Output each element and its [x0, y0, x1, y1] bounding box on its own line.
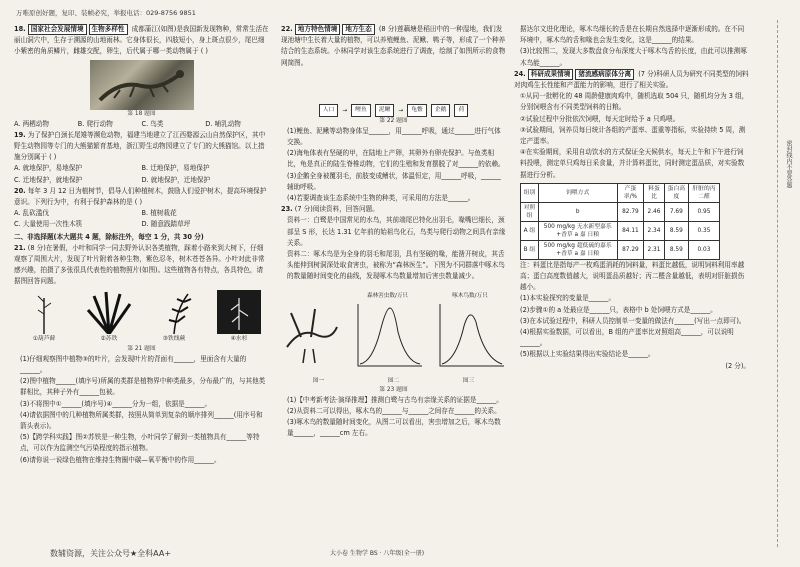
plant-2	[83, 288, 135, 345]
q24-points: (2 分)。	[725, 361, 750, 370]
q23-material-2: 资料二：啄木鸟是为全身的羽毛和尾羽，具有坚硬的喙，能凿开树皮，其舌头能伸到树洞深处取食害虫，被称为“森林医生”。下图为不同群落中啄木鸟的数量随时间变化的曲线，发现啄木鸟数量增加后害虫数量减少。	[287, 250, 505, 281]
column-1	[14, 24, 269, 466]
plant-1	[18, 288, 70, 345]
q24-sub-5: (5)根据以上实验结果得出实验结论是______。	[520, 350, 655, 359]
table-header: 蛋白高度	[664, 183, 688, 202]
q21-caption: 第 21 题图	[127, 345, 156, 352]
table-row	[521, 240, 720, 259]
q18-option-d[interactable]: D. 哺乳动物	[205, 119, 241, 128]
table-cell: 对照组	[521, 202, 539, 221]
q23-sub-2: (2)从资料二可以得出，啄木鸟的______与______之间存在______的关系。	[287, 406, 501, 415]
fern-icon	[148, 288, 200, 334]
q18-number: 18.	[14, 25, 26, 33]
q18-option-a[interactable]: A. 两栖动物	[14, 119, 49, 128]
q18-option-b[interactable]: B. 爬行动物	[77, 119, 113, 128]
q24-tag: 科研成果情境	[528, 69, 574, 80]
q24-note: 注：料蛋比是指每产一枚鸡蛋消耗的饲料量，料蛋比越低，说明饲料利用率越高；蛋白高度数值越大，说明蛋品质越好；丙二醛含量越低，表明对肝脏损伤越小。	[520, 260, 745, 292]
table-cell: 2.46	[644, 202, 665, 221]
q23-sub-1: (1)【中考新考法·演绎推理】推测白鹭与古鸟有亲缘关系的证据是______。	[287, 395, 503, 404]
q18-text: 成都蒲江(如图)是我国新发现物种，常常生活在丽山洞穴中，生存于溯源的山地雨林。它身体很长，四肢短小，身上斑点很少，尾巴细小紫密的角质鳞片，雌雄交配，卵生，后代属于哪一类动物属于	[14, 25, 269, 56]
q19-option-b[interactable]: B. 迁地保护，易地保护	[141, 164, 210, 173]
plant-3	[148, 288, 200, 345]
cycad-icon	[83, 288, 135, 334]
table-cell: 8.59	[664, 240, 688, 259]
q19-options	[14, 163, 269, 185]
question-24	[514, 69, 750, 91]
dawn-redwood-icon	[213, 288, 265, 334]
header-text: 万唯原创好题，复印、装帧必究，举报电话：029-8756 9851	[16, 9, 196, 17]
q20-option-a[interactable]: A. 乱砍滥伐	[14, 209, 49, 218]
q18-caption: 第 18 题图	[127, 110, 156, 117]
table-cell: 84.11	[617, 221, 644, 240]
table-cell: 2.31	[644, 240, 665, 259]
footer-center: 大小卷 生物学 BS · 八年级(全一册)	[330, 550, 425, 557]
footer-left: 数辅资源，关注公众号★全科AA+	[50, 549, 172, 558]
q19-number: 19.	[14, 130, 26, 139]
q21-sub-1: (1)仔细观察图中植物③的叶片，会发现叶片的背面有______，里面含有大量的______。	[20, 354, 247, 375]
q23-figures	[281, 285, 506, 377]
q19-answer-slot: ( )	[49, 153, 57, 162]
q22-sub-3: (3)企鹅全身被覆羽毛，前肢变成鳍状，体温恒定，用______呼吸，______辅助呼吸。	[287, 171, 501, 191]
question-23	[281, 204, 506, 215]
q22-tag2: 地方生态	[342, 24, 374, 35]
fig-label-1: 图一	[312, 377, 325, 384]
table-cell: 0.95	[688, 202, 719, 221]
q24-step-1: ①从同一批孵化的 48 周龄健康肉鸡中，随机选取 504 只，随机均分为 3 组，分别饲喂含有不同类型饲料的日粮。	[520, 92, 749, 112]
question-18	[14, 24, 269, 58]
fig-label-2: 图二	[387, 377, 400, 384]
q19-option-a[interactable]: A. 就地保护，易地保护	[14, 164, 82, 173]
table-cell: 82.79	[617, 202, 644, 221]
table-header: 组别	[521, 183, 539, 202]
chart-1-title: 森林害虫数/万只	[366, 293, 409, 300]
q20-answer-slot: ( )	[134, 198, 143, 207]
lizard-photo	[90, 60, 194, 110]
q24-tag2: 猪流感病原体分离	[575, 69, 634, 80]
q24-sub-3: (3)在本试验过程中，科研人员控制单一变量的做法有______(写出一点即可)。	[520, 316, 746, 325]
q19-text: 为了保护白颈长尾雉等濒危动物，福建当地建立了江西婺源云山自然保护区，其中野生动物园等专门的大熊猫繁育基地，浙江野生动物园建立了专门的大熊猫馆。以上措施分别属于	[14, 130, 266, 162]
q22-sub-4: (4)若要调查该生态系统中生物的种类，可采用的方法是______。	[287, 194, 475, 203]
q22-food-web	[281, 69, 506, 117]
q22-sub-1: (1)鲤鱼、泥鳅等动物身体呈______，用______呼吸，通过______进行气体交换。	[287, 126, 501, 147]
question-21	[14, 243, 269, 288]
q23-continued: 据达尔文进化理论，啄木鸟细长的舌是在长期自然选择中逐渐形成的。在不同环境中，啄木鸟的舌和喙也会发生变化，这是______的结果。	[520, 25, 745, 45]
binding-line	[777, 20, 778, 547]
q22-caption: 第 22 题图	[379, 117, 408, 124]
q23-number: 23.	[281, 205, 293, 214]
table-row	[521, 221, 720, 240]
q21-sub-6: (6)请你说一说绿色植物在维持生物圈中碳—氧平衡中的作用______。	[20, 455, 221, 464]
table-cell: 8.59	[664, 221, 688, 240]
q18-option-c[interactable]: C. 鸟类	[141, 119, 164, 128]
table-cell: 7.69	[664, 202, 688, 221]
fig-label-3: 图三	[462, 377, 475, 384]
chart-2	[434, 291, 506, 376]
column-2	[281, 24, 506, 439]
chart-1	[352, 291, 424, 376]
food-web-node-1: 人口	[319, 104, 339, 117]
q21-text: (8 分)在暑假，小叶和同学一同去野外认识各类植物，踩着小路来到大树下，仔细观察了周围大片，发现了叶片附着各种生物，紫色忍冬，树木苍苍各异。小叶对此非常感兴趣，拍摄了多张很具代表性的植物照片(如图)。这些植物各有特点，各具特色，请据图回答问题。	[14, 243, 265, 286]
q24-data-table	[520, 183, 720, 260]
q20-number: 20.	[14, 186, 26, 195]
question-22	[281, 24, 506, 69]
food-web-node-3: 泥鳅	[375, 104, 395, 117]
table-cell: A 组	[521, 221, 539, 240]
column-3	[514, 24, 750, 372]
q24-text: (7 分)科研人员为研究不同类型的饲料对肉鸡生长性能和产蛋能力的影响，进行了相关实验。	[514, 69, 749, 90]
q22-tag: 地方特色情境	[295, 24, 341, 35]
arrow-icon: →	[342, 107, 348, 114]
q19-option-c[interactable]: C. 迁地保护，就地保护	[14, 175, 83, 184]
plant-2-label: ②苏铁	[100, 335, 118, 342]
food-web-node-4: 龟鳖	[407, 104, 427, 117]
chart-2-title: 啄木鸟数/万只	[452, 293, 488, 300]
q23-text: (7 分)阅读资料，回答问题。	[294, 205, 379, 214]
q23-figure-labels	[281, 377, 506, 386]
q18-tag: 国家社会发展情境	[28, 24, 87, 35]
table-header: 产蛋率/%	[617, 183, 644, 202]
q24-number: 24.	[514, 69, 526, 78]
q21-number: 21.	[14, 243, 26, 252]
q22-text: (8 分)莲藕塘是稻田中的一种湿地，我们发现池塘中生长着大量的植物，可以养殖鲤鱼、泥鳅、鸭子等，形成了一个种养结合的生态系统。小林同学对该生态系统进行了调查，绘制了如图所示的食物网简图。	[281, 25, 506, 67]
question-20	[14, 186, 269, 208]
table-row	[521, 202, 720, 221]
table-cell: 0.03	[688, 240, 719, 259]
q20-option-d[interactable]: D. 随意践踏草坪	[141, 220, 191, 229]
side-note: 密封线内不要答题	[785, 140, 792, 188]
q23-caption: 第 23 题图	[379, 386, 408, 393]
q23-sub-3: (3)啄木鸟的数量随时间变化，从图二可以看出，害虫增加之后，啄木鸟数量______，______cm 左右。	[287, 418, 501, 438]
q24-step-4: ④在实验期间，采用自动饮水的方式保证全天候供水，每天上午和下午进行饲料投喂，测定单只鸡每日采食量，并计算料蛋比，同时测定蛋品质，对实验数据进行分析。	[520, 148, 745, 179]
q24-sub-1: (1)本实验探究的变量是______。	[520, 294, 616, 303]
table-cell: 500 mg/kg 无水新型嘉乐+香草 a 嘉 日粮	[538, 221, 617, 240]
table-cell: 500 mg/kg 超低硫的嘉乐+香草 a 嘉 日粮	[538, 240, 617, 259]
q21-sub-4: (4)请依据图中的几种植物所属类群，按照从简单到复杂的顺序排列______(用序号和箭头表示)。	[20, 410, 263, 431]
table-cell: B 组	[521, 240, 539, 259]
q20-option-b[interactable]: B. 植树栽花	[141, 209, 177, 218]
food-web-node-6: 荷	[454, 104, 468, 117]
q24-step-2: ②试验过程中分批依次饲喂，每天定时给予 a 只鸡喂。	[520, 114, 680, 123]
table-cell: 0.35	[688, 221, 719, 240]
plant-4	[213, 288, 265, 345]
q20-options	[14, 208, 269, 230]
q24-sub-4: (4)根据实验数据，可以看出，B 组的产蛋率比对照组高______，可以说明______。	[520, 328, 734, 348]
q23-material-1: 资料一：白鹭是中国常见的水鸟，其前端尾巴特化出羽毛，喙嘴巴细长，颈部呈 S 形，长达 1.31 亿年前的始祖鸟化石，鸟类与爬行动物之间具有亲缘关系。	[287, 216, 506, 247]
table-cell: 2.34	[644, 221, 665, 240]
moss-icon	[18, 288, 70, 334]
q21-sub-2: (2)图中植物______(填序号)所属的类群是植物界中种类最多，分布最广的，与其他类群相比，其种子外有______包被。	[20, 377, 266, 397]
plant-1-label: ①葫芦藓	[32, 335, 56, 342]
q18-tag2: 生物多样性	[89, 24, 128, 35]
q19-option-d[interactable]: D. 就地保护，迁地保护	[141, 175, 211, 184]
plant-4-label: ④水杉	[230, 335, 248, 342]
q21-sub-5: (5)【跨学科实践】图②苏铁是一种生物，小叶同学了解到一类植物具有______等特点，可以作为监测空气污染程度的指示植物。	[20, 433, 260, 453]
q21-plant-figures	[14, 288, 269, 345]
question-19	[14, 130, 269, 164]
q18-options	[14, 119, 269, 130]
plant-3-label: ③铁线蕨	[162, 335, 186, 342]
q23-sub-3b: (3)比较图二，发现大多数盘食分布深度大于啄木鸟舌的长度，由此可以推测啄木鸟能______。	[520, 47, 747, 67]
q20-option-c[interactable]: C. 大量使用一次性木筷	[14, 220, 83, 229]
table-header: 饲喂方式	[538, 183, 617, 202]
table-header-row	[521, 183, 720, 202]
food-web-node-5: 企鹅	[431, 104, 451, 117]
section-2-heading: 二、非选择题(本大题共 4 题，除标注外，每空 1 分，共 30 分)	[14, 232, 204, 241]
q22-number: 22.	[281, 25, 293, 33]
q24-step-3: ③试验期间，饲养员每日统计各组的产蛋率、蛋重等指标，实验持续 5 周，测定产蛋率。	[520, 125, 746, 146]
table-header: 料蛋比	[644, 183, 665, 202]
q21-sub-3: (3)不将图中①______(填序号)④______分为一组，依据是______。	[20, 399, 212, 408]
table-cell: 87.29	[617, 240, 644, 259]
q24-sub-2: (2)步骤①的 a 处最应是______只，表格中 b 处饲喂方式是______。	[520, 305, 717, 314]
q22-sub-2: (2)海龟体表有坚硬的甲，在陆地上产卵，其卵外有卵壳保护。与鱼类相比，龟是真正的陆生脊椎动物，它们的生殖和发育摆脱了对______的依赖。	[287, 149, 505, 169]
table-header: 肝脏的丙二醛	[688, 183, 719, 202]
q20-text: 每年 3 月 12 日为植树节，倡导人们种植树木，鼓励人们爱护树木，提高环境保护意识。下列行为中，有利于保护森林的是	[14, 186, 267, 207]
table-cell: b	[538, 202, 617, 221]
bird-figure	[281, 297, 341, 377]
q18-answer-slot: ( )	[200, 47, 208, 56]
arrow-icon: →	[398, 107, 404, 114]
food-web-node-2: 鲤鱼	[351, 104, 371, 117]
